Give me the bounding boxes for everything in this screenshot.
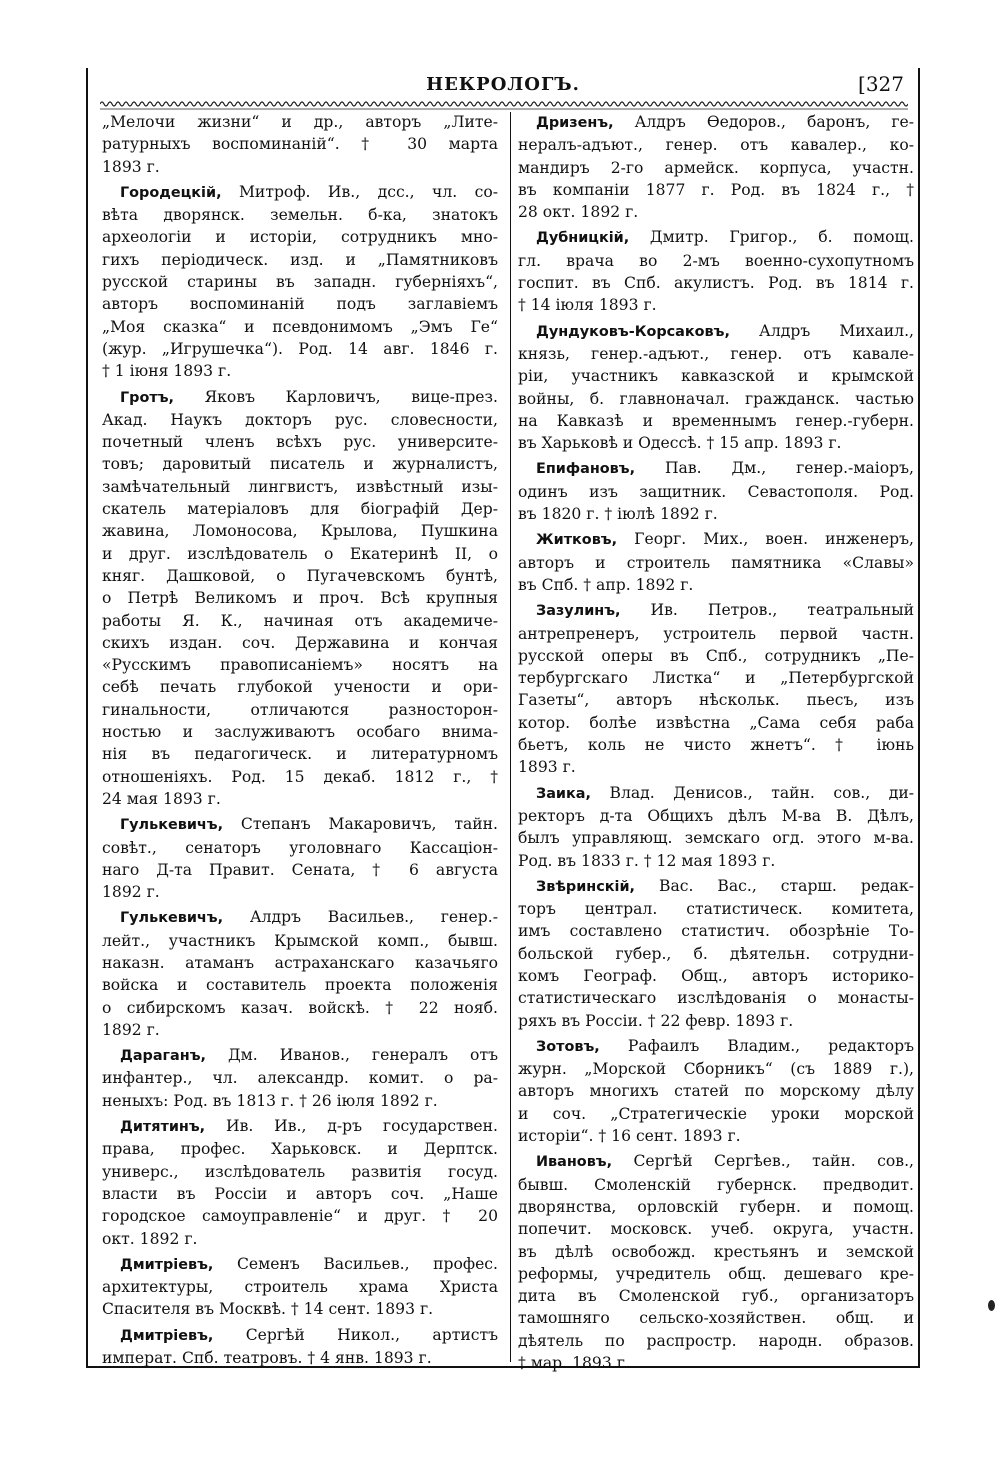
entry-text: Влад. Денисов., тайн. сов., ди- (590, 783, 914, 802)
entry-text: Сергѣй Сергѣев., тайн. сов., (612, 1152, 914, 1171)
necrology-entry (518, 1035, 914, 1147)
entry-text: товъ; даровитый писатель и журналистъ, (102, 455, 498, 474)
entry-text: городское самоуправленіе“ и друг. † 20 (102, 1207, 498, 1226)
entry-line (102, 587, 498, 609)
entry-name: Дмитріевъ, (120, 1327, 214, 1344)
entry-line (518, 574, 914, 596)
entry-line (518, 965, 914, 987)
entry-line (102, 316, 498, 338)
entry-line (518, 1330, 914, 1352)
necrology-entry (102, 1044, 498, 1112)
entry-name: Дундуковъ-Корсаковъ, (536, 323, 730, 340)
entry-text: ректоръ д-та Общихъ дѣлъ М-ва В. Дѣлъ, (518, 806, 914, 825)
entry-text: неныхъ: Род. въ 1813 г. † 26 іюля 1892 г. (102, 1091, 438, 1110)
entry-line (102, 1019, 498, 1041)
entry-line (102, 386, 498, 409)
entry-line (102, 1161, 498, 1183)
entry-line (518, 410, 914, 432)
entry-line (102, 181, 498, 204)
entry-text: госпит. въ Спб. акулистъ. Род. въ 1814 г. (518, 274, 914, 293)
entry-text: † 1 іюня 1893 г. (102, 362, 232, 381)
entry-line (102, 360, 498, 382)
entry-line (518, 898, 914, 920)
entry-text: бывш. Смоленскій губернск. предводит. (518, 1175, 914, 1194)
entry-line (518, 134, 914, 156)
entry-text: права, профес. Харьковск. и Дерптск. (102, 1140, 498, 1159)
entry-line (518, 599, 914, 622)
entry-text: Акад. Наукъ докторъ рус. словесности, (102, 410, 498, 429)
entry-line (518, 1150, 914, 1173)
entry-text: войны, б. главноначал. гражданск. частью (518, 389, 914, 408)
entry-line (518, 457, 914, 480)
entry-text: императ. Спб. театровъ. † 4 янв. 1893 г. (102, 1349, 432, 1368)
entry-line (518, 343, 914, 365)
entry-name: Гротъ, (120, 389, 174, 406)
entry-text: Сергѣй Никол., артистъ (213, 1325, 498, 1344)
entry-name: Дитятинъ, (120, 1119, 206, 1136)
entry-name: Дубницкій, (536, 230, 630, 247)
entry-text: исторіи“. † 16 сент. 1893 г. (518, 1127, 741, 1146)
entry-line (102, 431, 498, 453)
entry-text: † 14 іюля 1893 г. (518, 296, 657, 315)
necrology-entry (518, 875, 914, 1032)
entry-line (518, 552, 914, 574)
entry-line (518, 157, 914, 179)
entry-line (518, 226, 914, 249)
entry-text: бьетъ, коль не чисто жнетъ“. † іюнь (518, 736, 914, 755)
entry-text: скихъ издан. соч. Державина и кончая (102, 633, 498, 652)
entry-line (102, 788, 498, 810)
entry-text: войска и составитель проекта положенія (102, 976, 498, 995)
entry-text: Ив. Ив., д-ръ государствен. (205, 1117, 498, 1136)
entry-text: Семенъ Васильев., профес. (213, 1254, 498, 1273)
entry-line (102, 1138, 498, 1160)
entry-line (518, 1307, 914, 1329)
entry-text: на Кавказѣ и временнымъ генер.-губерн. (518, 411, 914, 430)
entry-text: тамошняго сельско-хозяйствен. общ. и (518, 1309, 914, 1328)
entry-text: ностью и заслуживаютъ особаго внима- (102, 723, 498, 742)
entry-line (102, 930, 498, 952)
entry-line (518, 1263, 914, 1285)
entry-line (518, 179, 914, 201)
entry-text: гинальности, отличаются разносторон- (102, 700, 498, 719)
entry-text: ряхъ въ Россіи. † 22 февр. 1893 г. (518, 1011, 794, 1030)
necrology-entry (518, 599, 914, 778)
entry-text: попечит. московск. учеб. округа, участн. (518, 1220, 914, 1239)
entry-line (518, 1352, 914, 1374)
entry-text: Митроф. Ив., дсс., чл. со- (221, 182, 498, 201)
entry-text: нія въ педагогическ. и литературномъ (102, 745, 498, 764)
entry-text: Дмитр. Григор., б. помощ. (629, 228, 914, 247)
entry-line (518, 920, 914, 942)
entry-text: почетный членъ всѣхъ рус. университе- (102, 433, 498, 452)
right-column (518, 111, 914, 1377)
entry-text: археологіи и исторіи, сотрудникъ мно- (102, 228, 498, 247)
entry-text: былъ управляющ. земскаго огд. этого м-ва. (518, 829, 914, 848)
entry-line (518, 756, 914, 778)
column-divider (510, 112, 511, 1362)
entry-text: отношеніяхъ. Род. 15 декаб. 1812 г., † (102, 767, 498, 786)
entry-line (518, 689, 914, 711)
entry-text: русской старины въ западн. губерніяхъ“, (102, 273, 498, 292)
entry-text: себѣ печать глубокой учености и ори- (102, 678, 498, 697)
entry-text: инфантер., чл. александр. комит. о ра- (102, 1069, 498, 1088)
entry-name: Дараганъ, (120, 1048, 206, 1065)
entry-text: одинъ изъ защитник. Севастополя. Род. (518, 482, 914, 501)
entry-name: Заика, (536, 785, 591, 802)
entry-line (102, 453, 498, 475)
entry-line (102, 610, 498, 632)
entry-line (518, 1080, 914, 1102)
entry-text: въ Харьковѣ и Одессѣ. † 15 апр. 1893 г. (518, 434, 842, 453)
entry-text: Дм. Иванов., генералъ отъ (206, 1046, 498, 1065)
entry-line (518, 1103, 914, 1125)
entry-line (102, 1298, 498, 1320)
entry-text: въ дѣлѣ освобожд. крестьянъ и земской (518, 1242, 914, 1261)
entry-line (102, 543, 498, 565)
entry-text: (жур. „Игрушечка“). Род. 14 авг. 1846 г. (102, 339, 498, 358)
entry-line (518, 1035, 914, 1058)
entry-text: въ Спб. † апр. 1892 г. (518, 575, 694, 594)
entry-text: авторъ воспоминаній подъ заглавіемъ (102, 295, 498, 314)
entry-text: о Петрѣ Великомъ и проч. Всѣ крупныя (102, 589, 498, 608)
entry-line (518, 250, 914, 272)
entry-text: † мар. 1893 г. (518, 1354, 630, 1373)
entry-text: антрепренеръ, устроитель первой частн. (518, 624, 914, 643)
entry-line (102, 249, 498, 271)
entry-line (102, 338, 498, 360)
necrology-entry (102, 906, 498, 1041)
entry-line (102, 498, 498, 520)
necrology-entry (518, 111, 914, 223)
entry-text: князь, генер.-адъют., генер. отъ кавале- (518, 344, 914, 363)
entry-line (102, 1067, 498, 1089)
entry-text: Рафаилъ Владим., редакторъ (599, 1036, 914, 1055)
entry-line (102, 1205, 498, 1227)
necrology-entry (102, 111, 498, 178)
entry-line (518, 943, 914, 965)
entry-line (102, 1347, 498, 1369)
entry-line (518, 850, 914, 872)
entry-text: и соч. „Стратегическіе уроки морской (518, 1104, 914, 1123)
entry-line (102, 676, 498, 698)
entry-line (518, 987, 914, 1009)
entry-text: 1893 г. (518, 758, 576, 777)
entry-text: жавина, Ломоносова, Крылова, Пушкина (102, 522, 498, 541)
entry-text: въ 1820 г. † іюлѣ 1892 г. (518, 505, 718, 524)
entry-text: въ компаніи 1877 г. Род. въ 1824 г., † (518, 180, 914, 199)
entry-line (102, 766, 498, 788)
entry-line (518, 827, 914, 849)
entry-text: и друг. изслѣдователь о Екатеринѣ II, о (102, 544, 498, 563)
entry-text: княг. Дашковой, о Пугачевскомъ бунтѣ, (102, 566, 498, 585)
entry-line (102, 699, 498, 721)
entry-text: Алдръ Ѳедоров., баронъ, ге- (613, 113, 914, 131)
entry-line (102, 721, 498, 743)
entry-line (518, 432, 914, 454)
entry-name: Ивановъ, (536, 1154, 613, 1171)
entry-line (102, 1044, 498, 1067)
entry-text: 28 окт. 1892 г. (518, 203, 639, 222)
entry-text: гл. врача во 2-мъ военно-сухопутномъ (518, 251, 914, 270)
entry-line (518, 667, 914, 689)
entry-line (102, 111, 498, 133)
entry-text: имъ составлено статистич. обозрѣніе То- (518, 922, 914, 941)
necrology-entry (518, 1150, 914, 1374)
entry-text: дворянства, орловскій губерн. и помощ. (518, 1197, 914, 1216)
entry-line (102, 133, 498, 155)
entry-text: нералъ-адъют., генер. отъ кавалер., ко- (518, 136, 914, 155)
entry-text: Вас. Вас., старш. редак- (635, 876, 914, 895)
entry-line (518, 1218, 914, 1240)
left-column (102, 111, 498, 1372)
entry-text: универс., изслѣдователь развитія госуд. (102, 1162, 498, 1181)
necrology-entry (102, 1324, 498, 1370)
entry-line (518, 528, 914, 551)
page-header (86, 72, 920, 100)
entry-line (102, 813, 498, 836)
entry-line (102, 1115, 498, 1138)
entry-text: Газеты“, авторъ нѣскольк. пьесъ, изъ (518, 691, 914, 710)
entry-text: совѣт., сенаторъ уголовнаго Кассаціон- (102, 838, 498, 857)
entry-text: Алдръ Васильев., генер.- (223, 908, 498, 927)
entry-name: Городецкій, (120, 184, 222, 201)
page-number: [327 (858, 72, 904, 96)
entry-line (102, 632, 498, 654)
necrology-entry (102, 181, 498, 383)
entry-line (518, 1125, 914, 1147)
entry-text: 1893 г. (102, 157, 160, 176)
entry-line (102, 1253, 498, 1276)
entry-line (518, 1285, 914, 1307)
entry-line (102, 271, 498, 293)
entry-text: 1892 г. (102, 1020, 160, 1039)
necrology-entry (518, 226, 914, 316)
entry-name: Дризенъ, (536, 115, 614, 131)
entry-name: Житковъ, (536, 532, 618, 549)
entry-text: наго Д-та Правит. Сената, † 6 августа (102, 860, 498, 879)
entry-text: реформы, учредитель общ. дешеваго кре- (518, 1264, 914, 1283)
entry-line (102, 906, 498, 929)
entry-line (518, 294, 914, 316)
header-wavy-rule (100, 99, 908, 111)
necrology-entry (102, 813, 498, 903)
entry-line (102, 997, 498, 1019)
entry-line (102, 520, 498, 542)
entry-line (518, 481, 914, 503)
entry-line (518, 805, 914, 827)
necrology-entry (518, 320, 914, 455)
entry-text: „Моя сказка“ и псевдонимомъ „Эмъ Ге“ (102, 317, 498, 336)
entry-text: журн. „Морской Сборникъ“ (съ 1889 г.), (518, 1060, 914, 1079)
entry-line (102, 1183, 498, 1205)
entry-text: Спасителя въ Москвѣ. † 14 сент. 1893 г. (102, 1300, 434, 1319)
entry-text: о сибирскомъ казач. войскѣ. † 22 нояб. (102, 998, 498, 1017)
running-title: НЕКРОЛОГЪ. (426, 74, 580, 95)
entry-text: скатель матеріаловъ для біографій Дер- (102, 500, 498, 519)
necrology-entry (518, 528, 914, 596)
entry-line (518, 1196, 914, 1218)
entry-text: архитектуры, строитель храма Христа (102, 1278, 498, 1297)
entry-text: Алдръ Михаил., (729, 321, 914, 340)
entry-line (102, 293, 498, 315)
entry-text: гихъ періодическ. изд. и „Памятниковъ (102, 250, 498, 269)
entry-text: больской губер., б. дѣятельн. сотрудни- (518, 944, 914, 963)
entry-text: дѣятель по распростр. народн. образов. (518, 1331, 914, 1350)
necrology-entry (518, 782, 914, 872)
entry-line (518, 1010, 914, 1032)
entry-line (518, 388, 914, 410)
entry-line (518, 875, 914, 898)
entry-line (518, 201, 914, 223)
entry-name: Гулькевичъ, (120, 817, 224, 834)
entry-line (518, 503, 914, 525)
entry-text: Георг. Мих., воен. инженеръ, (617, 530, 914, 549)
entry-line (102, 837, 498, 859)
entry-line (518, 623, 914, 645)
entry-name: Епифановъ, (536, 461, 636, 478)
entry-line (518, 1174, 914, 1196)
entry-line (518, 320, 914, 343)
entry-text: торъ централ. статистическ. комитета, (518, 900, 914, 919)
entry-name: Гулькевичъ, (120, 910, 224, 927)
entry-line (102, 409, 498, 431)
entry-name: Звѣринскій, (536, 878, 636, 895)
entry-line (102, 204, 498, 226)
entry-line (102, 881, 498, 903)
entry-line (102, 654, 498, 676)
entry-text: тербургскаго Листка“ и „Петербургской (518, 669, 914, 688)
entry-text: 24 мая 1893 г. (102, 789, 221, 808)
entry-name: Дмитріевъ, (120, 1256, 214, 1273)
entry-text: лейт., участникъ Крымской комп., бывш. (102, 931, 498, 950)
entry-text: ріи, участникъ кавказской и крымской (518, 367, 914, 386)
entry-text: котор. болѣе извѣстна „Сама себя раба (518, 713, 914, 732)
entry-line (102, 226, 498, 248)
entry-line (102, 859, 498, 881)
entry-name: Зазулинъ, (536, 603, 621, 620)
entry-line (518, 365, 914, 387)
entry-text: статистическаго изслѣдованія о монасты- (518, 989, 914, 1008)
entry-text: Степанъ Макаровичъ, тайн. (223, 815, 498, 834)
necrology-entry (102, 386, 498, 811)
entry-text: Пав. Дм., генер.-маіоръ, (635, 459, 914, 478)
entry-text: авторъ многихъ статей по морскому дѣлу (518, 1082, 914, 1101)
entry-line (102, 743, 498, 765)
entry-line (518, 1241, 914, 1263)
entry-line (102, 974, 498, 996)
entry-line (102, 1276, 498, 1298)
entry-text: «Русскимъ правописаніемъ» носятъ на (102, 656, 498, 675)
entry-text: 1892 г. (102, 883, 160, 902)
entry-line (102, 565, 498, 587)
entry-text: дита въ Смоленской губ., организаторъ (518, 1287, 914, 1306)
entry-text: мандиръ 2-го армейск. корпуса, участн. (518, 158, 914, 177)
entry-text: замѣчательный лингвистъ, извѣстный изы- (102, 477, 498, 496)
entry-line (102, 156, 498, 178)
entry-line (518, 712, 914, 734)
entry-text: Ив. Петров., театральный (620, 601, 914, 620)
entry-line (102, 476, 498, 498)
entry-text: Род. въ 1833 г. † 12 мая 1893 г. (518, 851, 776, 870)
entry-text: ратурныхъ воспоминаній“. † 30 марта (102, 135, 498, 154)
necrology-entry (518, 457, 914, 525)
entry-line (518, 645, 914, 667)
entry-line (518, 734, 914, 756)
entry-line (102, 952, 498, 974)
entry-text: Яковъ Карловичъ, вице-през. (173, 387, 498, 406)
entry-line (102, 1228, 498, 1250)
entry-text: „Мелочи жизни“ и др., авторъ „Лите- (102, 113, 498, 131)
ink-speck (988, 1300, 995, 1311)
entry-text: комъ Географ. Общ., авторъ историко- (518, 966, 914, 985)
entry-line (102, 1090, 498, 1112)
entry-name: Зотовъ, (536, 1038, 600, 1055)
necrology-entry (102, 1253, 498, 1321)
entry-line (518, 272, 914, 294)
entry-line (102, 1324, 498, 1347)
entry-text: вѣта дворянск. земельн. б-ка, знатокъ (102, 206, 498, 225)
entry-text: наказн. атаманъ астраханскаго казачьяго (102, 953, 498, 972)
entry-text: работы Я. К., начиная отъ академиче- (102, 611, 498, 630)
entry-line (518, 782, 914, 805)
necrology-entry (102, 1115, 498, 1250)
entry-line (518, 1058, 914, 1080)
entry-line (518, 111, 914, 134)
entry-text: русской оперы въ Спб., сотрудникъ „Пе- (518, 646, 914, 665)
entry-text: власти въ Россіи и авторъ соч. „Наше (102, 1184, 498, 1203)
entry-text: окт. 1892 г. (102, 1229, 198, 1248)
entry-text: авторъ и строитель памятника «Славы» (518, 553, 914, 572)
